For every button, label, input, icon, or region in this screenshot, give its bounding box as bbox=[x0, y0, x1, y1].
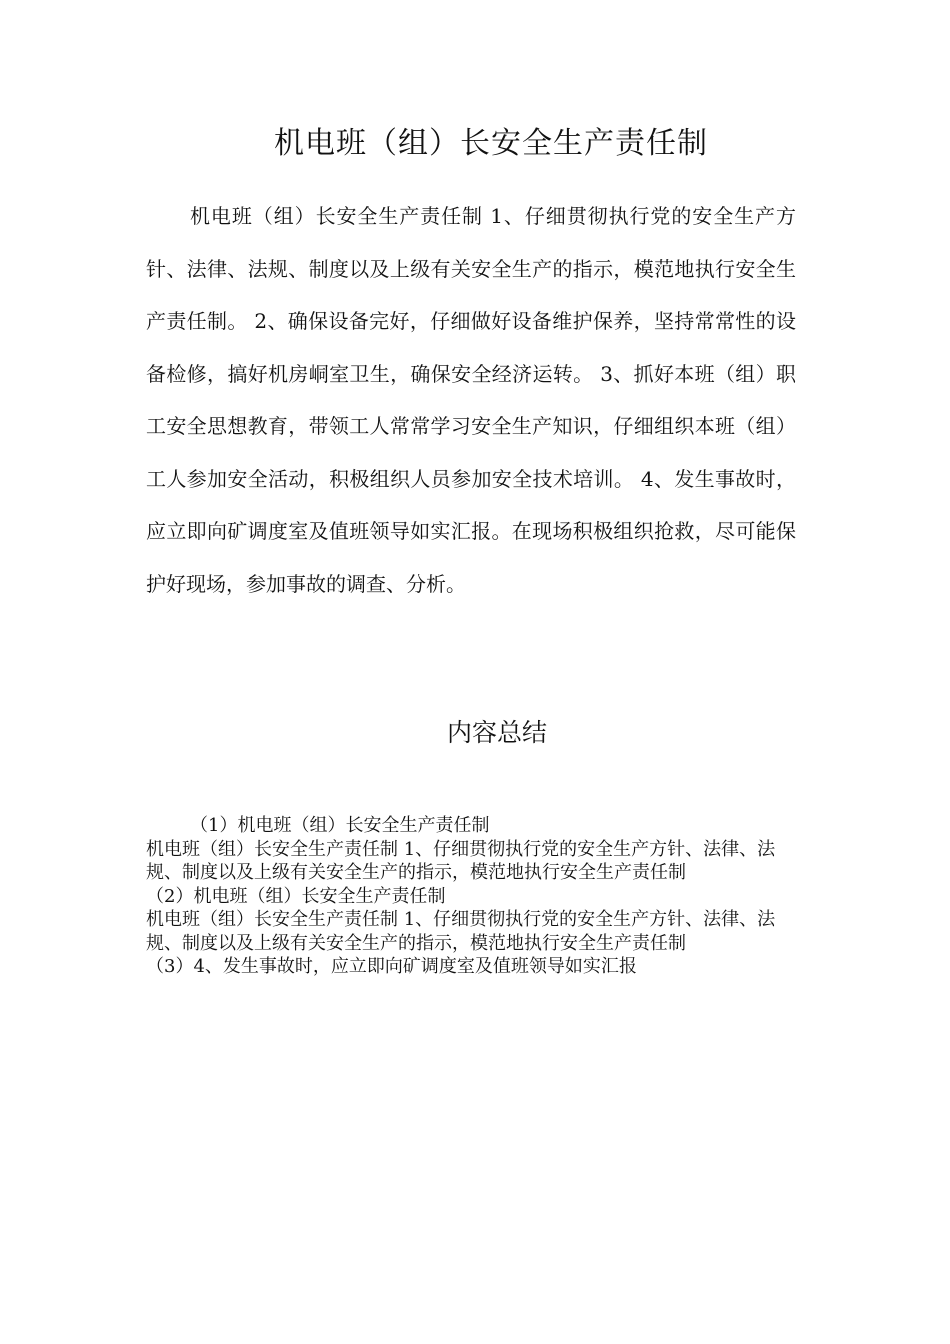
summary-item-heading: （1）机电班（组）长安全生产责任制 bbox=[190, 815, 490, 836]
summary-title: 内容总结 bbox=[447, 718, 548, 747]
document-body: 机电班（组）长安全生产责任制 1、仔细贯彻执行党的安全生产方针、法律、法规、制度以及上级有关安全生产的指示，模范地执行安全生产责任制。 2、确保设备完好，仔细做好设备维护保养，坚持常常性的设备检修，搞好机房峒室卫生，确保安全经济运转。 3、抓好本班（组）职工安全思想教育，带领工人常常学习安全生产知识，仔细组织本班（组）工人参加安全活动，积极组织人员参加安全技术培训。 4、发生事故时，应立即向矿调度室及值班领导如实汇报。在现场积极组织抢救，尽可能保护好现场，参加事故的调查、分析。 bbox=[146, 204, 796, 596]
document-title: 机电班（组）长安全生产责任制 bbox=[274, 126, 708, 161]
summary-section bbox=[146, 814, 796, 979]
summary-item-heading: （2）机电班（组）长安全生产责任制 bbox=[146, 885, 446, 907]
summary-item-text: 机电班（组）长安全生产责任制 1、仔细贯彻执行党的安全生产方针、法律、法规、制度以及上级有关安全生产的指示，模范地执行安全生产责任制 bbox=[146, 909, 776, 954]
summary-item-text: 机电班（组）长安全生产责任制 1、仔细贯彻执行党的安全生产方针、法律、法规、制度以及上级有关安全生产的指示，模范地执行安全生产责任制 bbox=[146, 838, 776, 883]
summary-item-heading: （3）4、发生事故时，应立即向矿调度室及值班领导如实汇报 bbox=[146, 956, 637, 977]
